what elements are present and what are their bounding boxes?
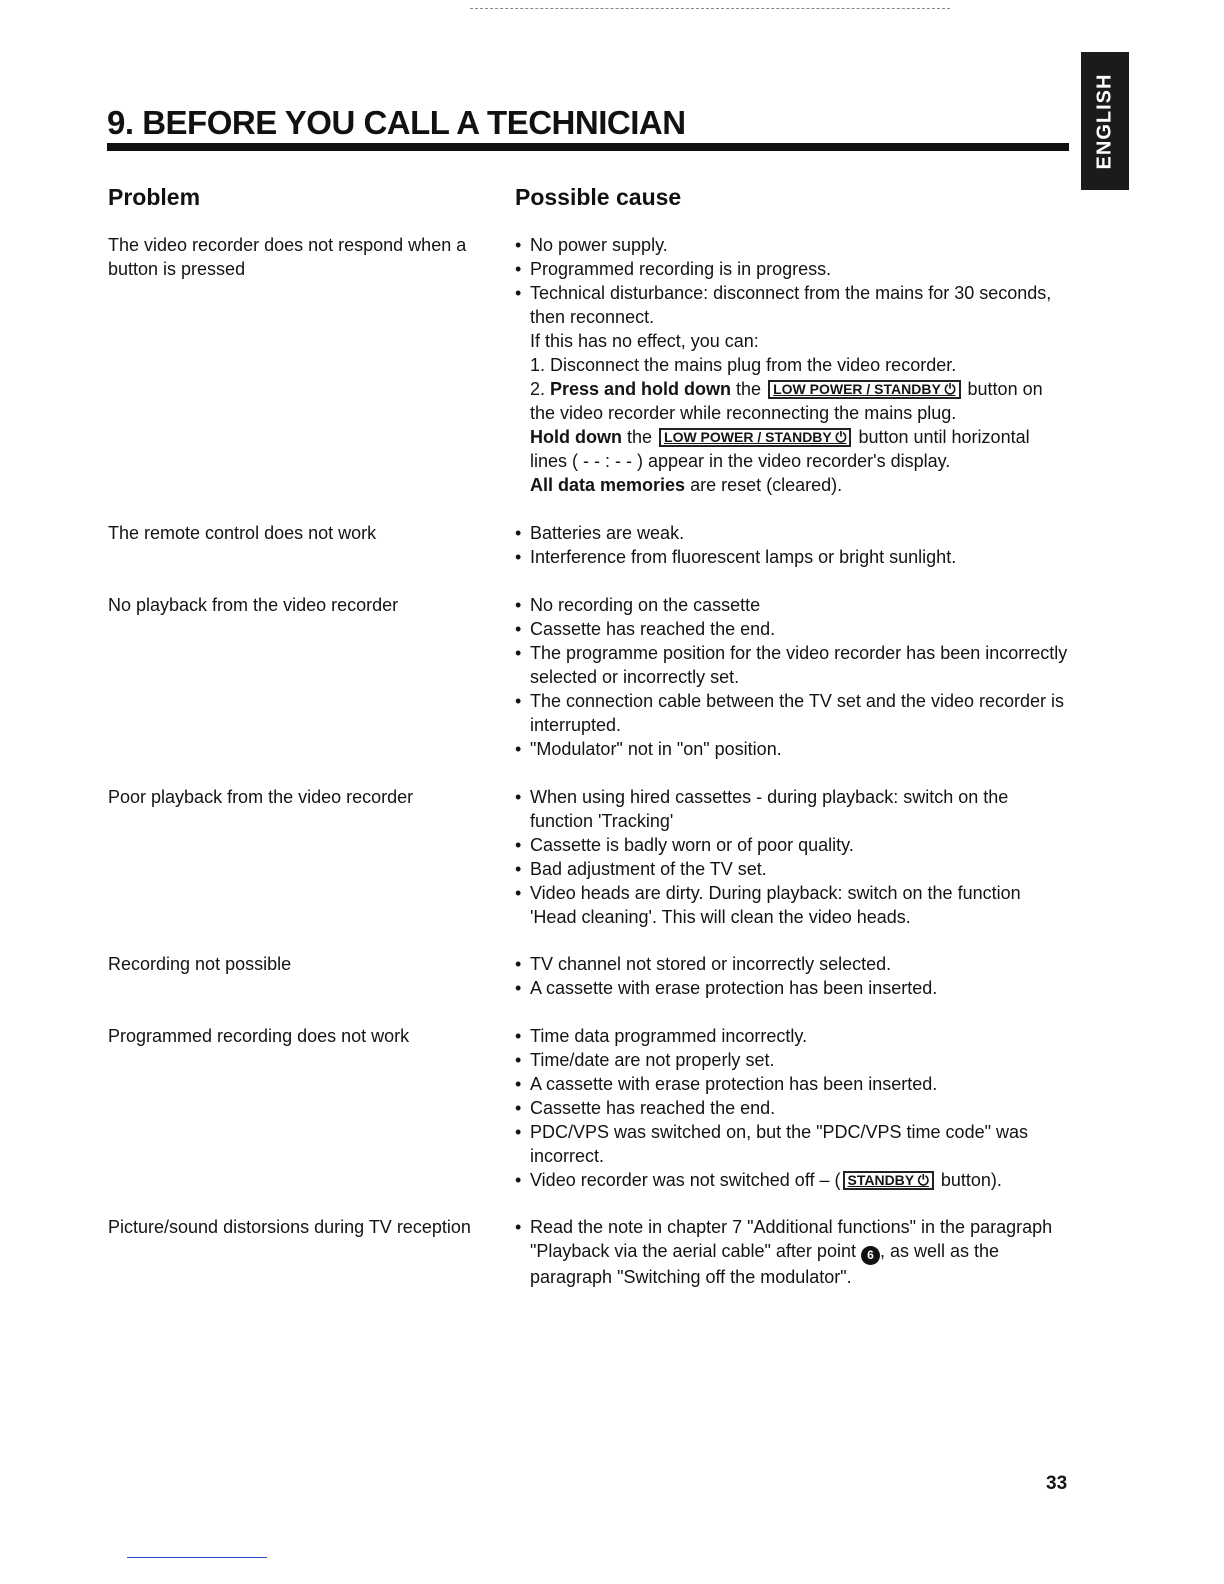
page-title: 9. BEFORE YOU CALL A TECHNICIAN xyxy=(107,104,686,141)
problem-text: Programmed recording does not work xyxy=(108,1026,410,1046)
problem-text: Poor playback from the video recorder xyxy=(108,787,414,807)
cause-item: • Read the note in chapter 7 "Additional functions" in the paragraph "Playback via the aerial cable" after point 6 , as well as the paragraph "Switching off the modulator". xyxy=(515,1217,1053,1287)
problem-text: The remote control does not work xyxy=(108,523,377,543)
cause-item: • Bad adjustment of the TV set. xyxy=(515,859,767,879)
cause-item: • Video heads are dirty. During playback: switch on the function 'Head cleaning'. This will clean the video heads. xyxy=(515,883,1021,927)
cause-list xyxy=(515,593,1070,761)
cause-item: • PDC/VPS was switched on, but the "PDC/VPS time code" was incorrect. xyxy=(515,1122,1028,1166)
language-tab xyxy=(1081,52,1129,190)
cause-list xyxy=(515,1024,1070,1192)
cause-item: • A cassette with erase protection has been inserted. xyxy=(515,1074,938,1094)
instruction-step-1: 1. Disconnect the mains plug from the video recorder. xyxy=(530,355,957,375)
cause-item: • A cassette with erase protection has been inserted. xyxy=(515,978,938,998)
cause-item: • The programme position for the video recorder has been incorrectly selected or incorrectly set. xyxy=(515,643,1068,687)
reset-instructions xyxy=(515,329,1070,497)
problem-text: The video recorder does not respond when a button is pressed xyxy=(108,235,467,279)
cause-list xyxy=(515,952,1070,1000)
title-underline xyxy=(107,143,1069,151)
problem-text: Recording not possible xyxy=(108,954,292,974)
language-tab-label: ENGLISH xyxy=(1093,73,1116,169)
cause-list xyxy=(515,521,1070,569)
problem-column-header: Problem xyxy=(108,184,201,210)
cause-item: • Cassette has reached the end. xyxy=(515,1098,776,1118)
standby-button-label: LOW POWER / STANDBY ⏻ xyxy=(768,380,960,399)
cause-item: • Programmed recording is in progress. xyxy=(515,259,832,279)
cause-item: • Cassette is badly worn or of poor quality. xyxy=(515,835,854,855)
cause-item: • "Modulator" not in "on" position. xyxy=(515,739,782,759)
cause-item: • Interference from fluorescent lamps or bright sunlight. xyxy=(515,547,957,567)
cause-item: • Time/date are not properly set. xyxy=(515,1050,775,1070)
page-number: 33 xyxy=(1046,1473,1068,1494)
cause-item: • When using hired cassettes - during playback: switch on the function 'Tracking' xyxy=(515,787,1009,831)
cause-item: • TV channel not stored or incorrectly selected. xyxy=(515,954,892,974)
instructions-intro: If this has no effect, you can: xyxy=(530,331,759,351)
cause-item: • Cassette has reached the end. xyxy=(515,619,776,639)
cause-item: • No power supply. xyxy=(515,235,668,255)
instruction-hold-down: Hold down the LOW POWER / STANDBY ⏻ button until horizontal lines ( - - : - - ) appear in the video recorder's display. xyxy=(530,427,1030,471)
cause-list xyxy=(515,1215,1070,1289)
problem-text: Picture/sound distorsions during TV reception xyxy=(108,1217,471,1237)
scan-artifact-line xyxy=(470,8,950,9)
cause-item: • Video recorder was not switched off – ( STANDBY ⏻ button). xyxy=(515,1170,1002,1190)
cause-item: • No recording on the cassette xyxy=(515,595,761,615)
point-number-badge: 6 xyxy=(861,1246,880,1265)
cause-list xyxy=(515,785,1070,929)
problem-text: No playback from the video recorder xyxy=(108,595,399,615)
standby-button-label: STANDBY ⏻ xyxy=(843,1171,934,1190)
cause-column-header: Possible cause xyxy=(515,184,682,210)
instruction-reset-note: All data memories are reset (cleared). xyxy=(530,475,843,495)
footer-line xyxy=(127,1557,267,1558)
cause-item: • Technical disturbance: disconnect from the mains for 30 seconds, then reconnect. xyxy=(515,283,1052,327)
cause-item: • The connection cable between the TV set and the video recorder is interrupted. xyxy=(515,691,1064,735)
cause-item: • Time data programmed incorrectly. xyxy=(515,1026,808,1046)
cause-item: • Batteries are weak. xyxy=(515,523,685,543)
cause-list xyxy=(515,233,1070,497)
instruction-step-2: 2. Press and hold down the LOW POWER / STANDBY ⏻ button on the video recorder while reconnecting the mains plug. xyxy=(530,379,1043,423)
standby-button-label: LOW POWER / STANDBY ⏻ xyxy=(659,428,851,447)
